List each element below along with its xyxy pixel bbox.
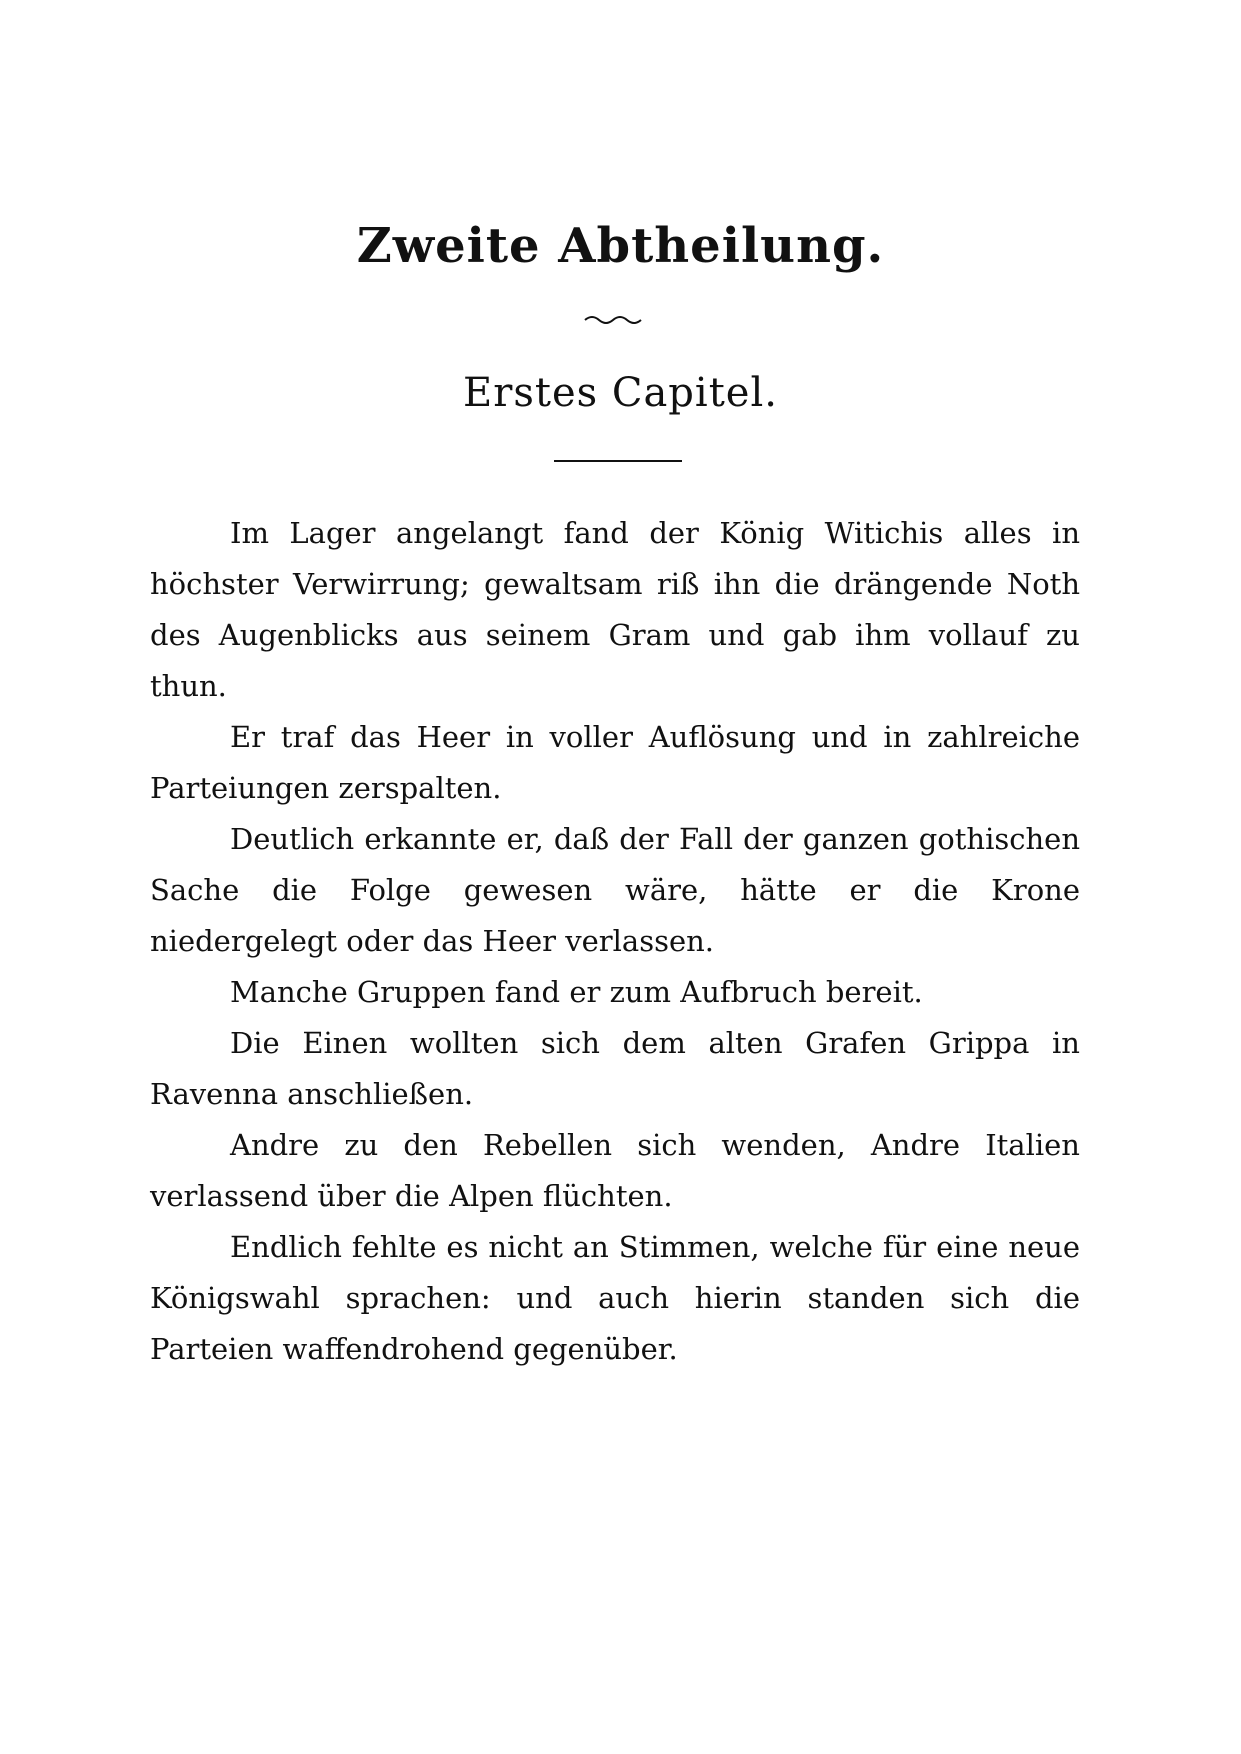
paragraph-4: Manche Gruppen fand er zum Aufbruch bereit. — [230, 975, 923, 1009]
chapter-title: Erstes Capitel. — [463, 370, 778, 416]
paragraph-5: Die Einen wollten sich dem alten Grafen Grippa in Ravenna anschließen. — [150, 1026, 1080, 1111]
chapter-divider — [554, 460, 682, 462]
wave-ornament-icon — [583, 312, 643, 326]
paragraph-3: Deutlich erkannte er, daß der Fall der ganzen gothischen Sache die Folge gewesen wäre, hätte er die Krone niedergelegt oder das Heer verlassen. — [150, 822, 1080, 958]
part-title: Zweite Abtheilung. — [356, 218, 885, 274]
paragraph-1: Im Lager angelangt fand der König Witichis alles in höchster Verwirrung; gewaltsam riß ihn die drängende Noth des Augenblicks aus seinem Gram und gab ihm vollauf zu thun. — [150, 516, 1080, 703]
chapter-body — [150, 508, 1080, 1375]
paragraph-6: Andre zu den Rebellen sich wenden, Andre Italien verlassend über die Alpen flüchten. — [150, 1128, 1080, 1213]
paragraph-2: Er traf das Heer in voller Auflösung und in zahlreiche Parteiungen zerspalten. — [150, 720, 1080, 805]
paragraph-7: Endlich fehlte es nicht an Stimmen, welche für eine neue Königswahl sprachen: und auch hierin standen sich die Parteien waffendrohend gegenüber. — [150, 1230, 1080, 1366]
